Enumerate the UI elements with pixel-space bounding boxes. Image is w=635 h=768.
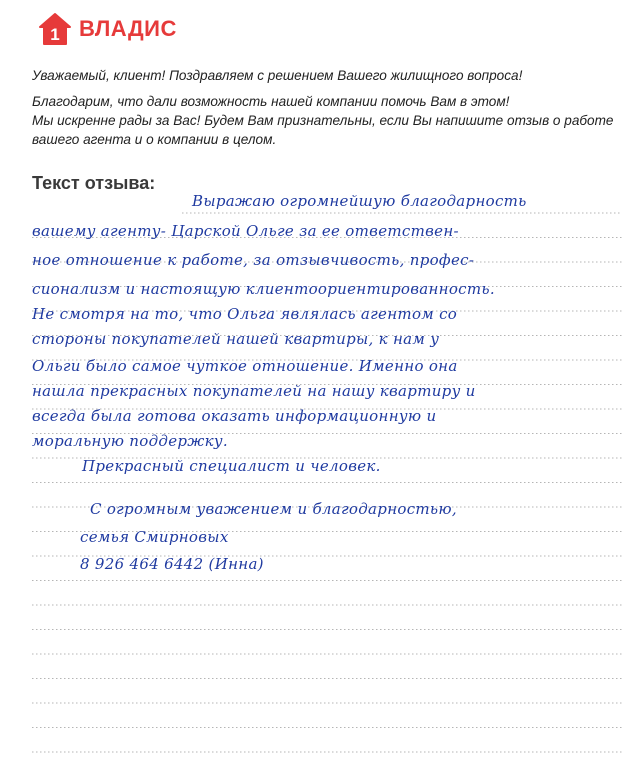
review-line: нашла прекрасных покупателей на нашу квартиру и	[32, 382, 476, 400]
review-line: семья Смирновых	[80, 528, 229, 546]
intro-thanks: Благодарим, что дали возможность нашей компании помочь Вам в этом!	[32, 94, 510, 109]
review-line: моральную поддержку.	[32, 432, 228, 450]
review-heading: Текст отзыва:	[32, 173, 156, 193]
review-line: Выражаю огромнейшую благодарность	[192, 192, 527, 210]
review-line: Ольги было самое чуткое отношение. Именно она	[32, 357, 458, 375]
review-line: вашему агенту- Царской Ольге за ее ответствен-	[32, 222, 459, 240]
review-line: ное отношение к работе, за отзывчивость, профес-	[32, 251, 475, 269]
review-line: Не смотря на то, что Ольга являлась агентом со	[32, 305, 458, 323]
review-line: С огромным уважением и благодарностью,	[90, 500, 457, 518]
review-line: стороны покупателей нашей квартиры, к нам у	[32, 330, 440, 348]
review-line: сионализм и настоящую клиентоориентированность.	[32, 280, 495, 298]
logo-badge-number: 1	[50, 25, 60, 44]
intro-request: Мы искренне рады за Вас! Будем Вам признательны, если Вы напишите отзыв о работе	[32, 113, 614, 128]
review-phone: 8 926 464 6442 (Инна)	[80, 555, 264, 573]
review-line: всегда была готова оказать информационную и	[32, 407, 437, 425]
review-line: Прекрасный специалист и человек.	[82, 457, 381, 475]
intro-request-cont: вашего агента и о компании в целом.	[32, 132, 277, 147]
intro-greeting: Уважаемый, клиент! Поздравляем с решением Вашего жилищного вопроса!	[32, 68, 523, 83]
brand-name: ВЛАДИС	[79, 16, 177, 41]
